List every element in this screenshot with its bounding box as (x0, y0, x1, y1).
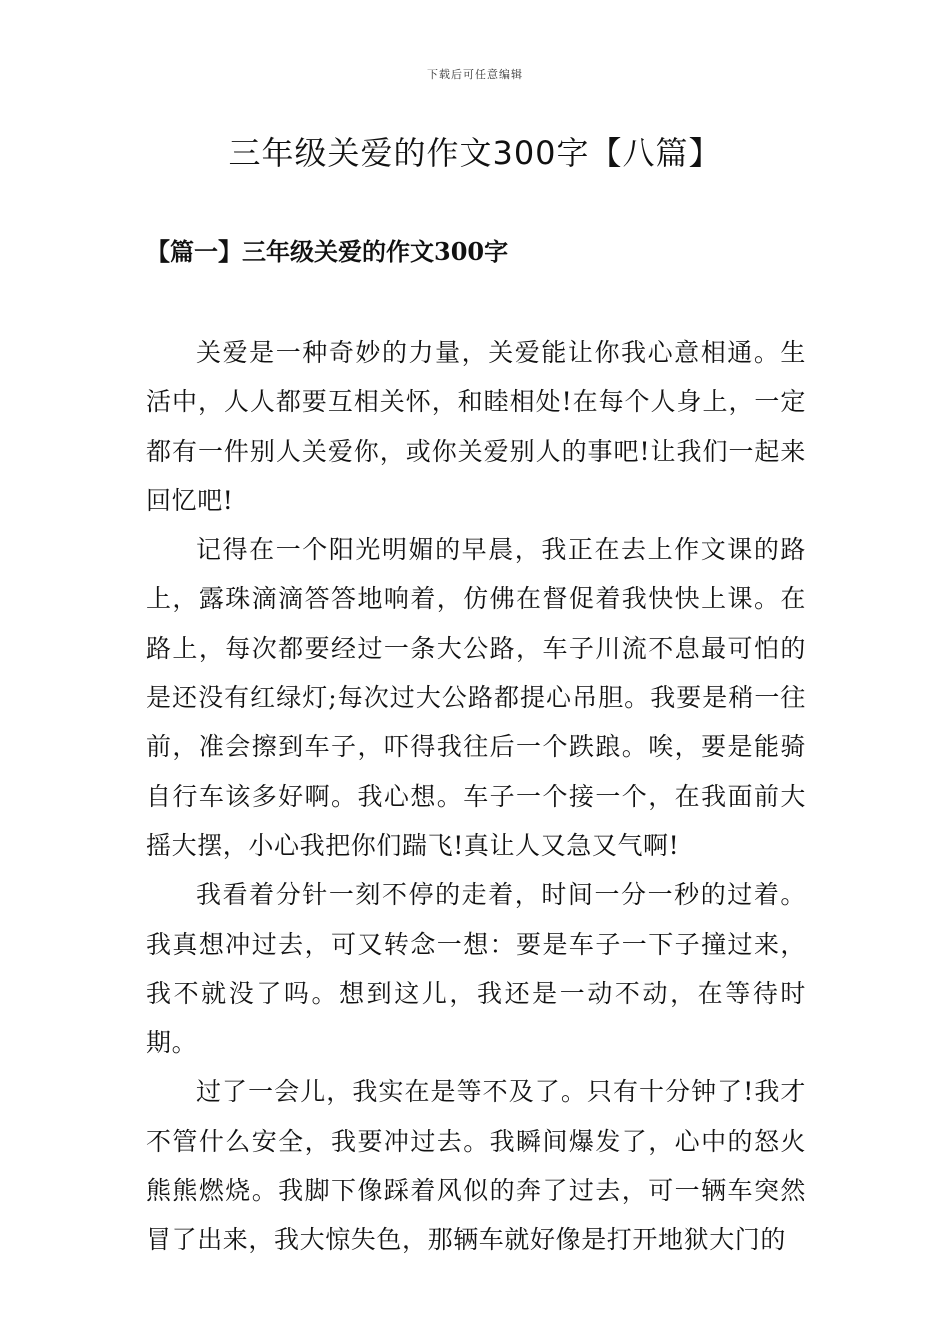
paragraph: 过了一会儿，我实在是等不及了。只有十分钟了!我才不管什么安全，我要冲过去。我瞬间爆发了，心中的怒火熊熊燃烧。我脚下像踩着风似的奔了过去，可一辆车突然冒了出来，我大惊失色，那辆车就好像是打开地狱大门的 (146, 1077, 806, 1255)
paragraph: 关爱是一种奇妙的力量，关爱能让你我心意相通。生活中，人人都要互相关怀，和睦相处!在每个人身上，一定都有一件别人关爱你，或你关爱别人的事吧!让我们一起来回忆吧! (146, 338, 806, 515)
document-title: 三年级关爱的作文300字【八篇】 (228, 134, 722, 172)
paragraph: 记得在一个阳光明媚的早晨，我正在去上作文课的路上，露珠滴滴答答地响着，仿佛在督促着我快快上课。在路上，每次都要经过一条大公路，车子川流不息最可怕的是还没有红绿灯;每次过大公路都提心吊胆。我要是稍一往前，准会擦到车子，吓得我往后一个跌踉。唉，要是能骑自行车该多好啊。我心想。车子一个接一个，在我面前大摇大摆，小心我把你们踹飞!真让人又急又气啊! (146, 535, 806, 860)
paragraph: 我看着分针一刻不停的走着，时间一分一秒的过着。我真想冲过去，可又转念一想：要是车子一下子撞过来，我不就没了吗。想到这儿，我还是一动不动，在等待时期。 (146, 880, 806, 1058)
article-body (146, 328, 806, 1265)
section-heading: 【篇一】三年级关爱的作文300字 (146, 237, 509, 266)
header-note: 下载后可任意编辑 (427, 68, 523, 81)
